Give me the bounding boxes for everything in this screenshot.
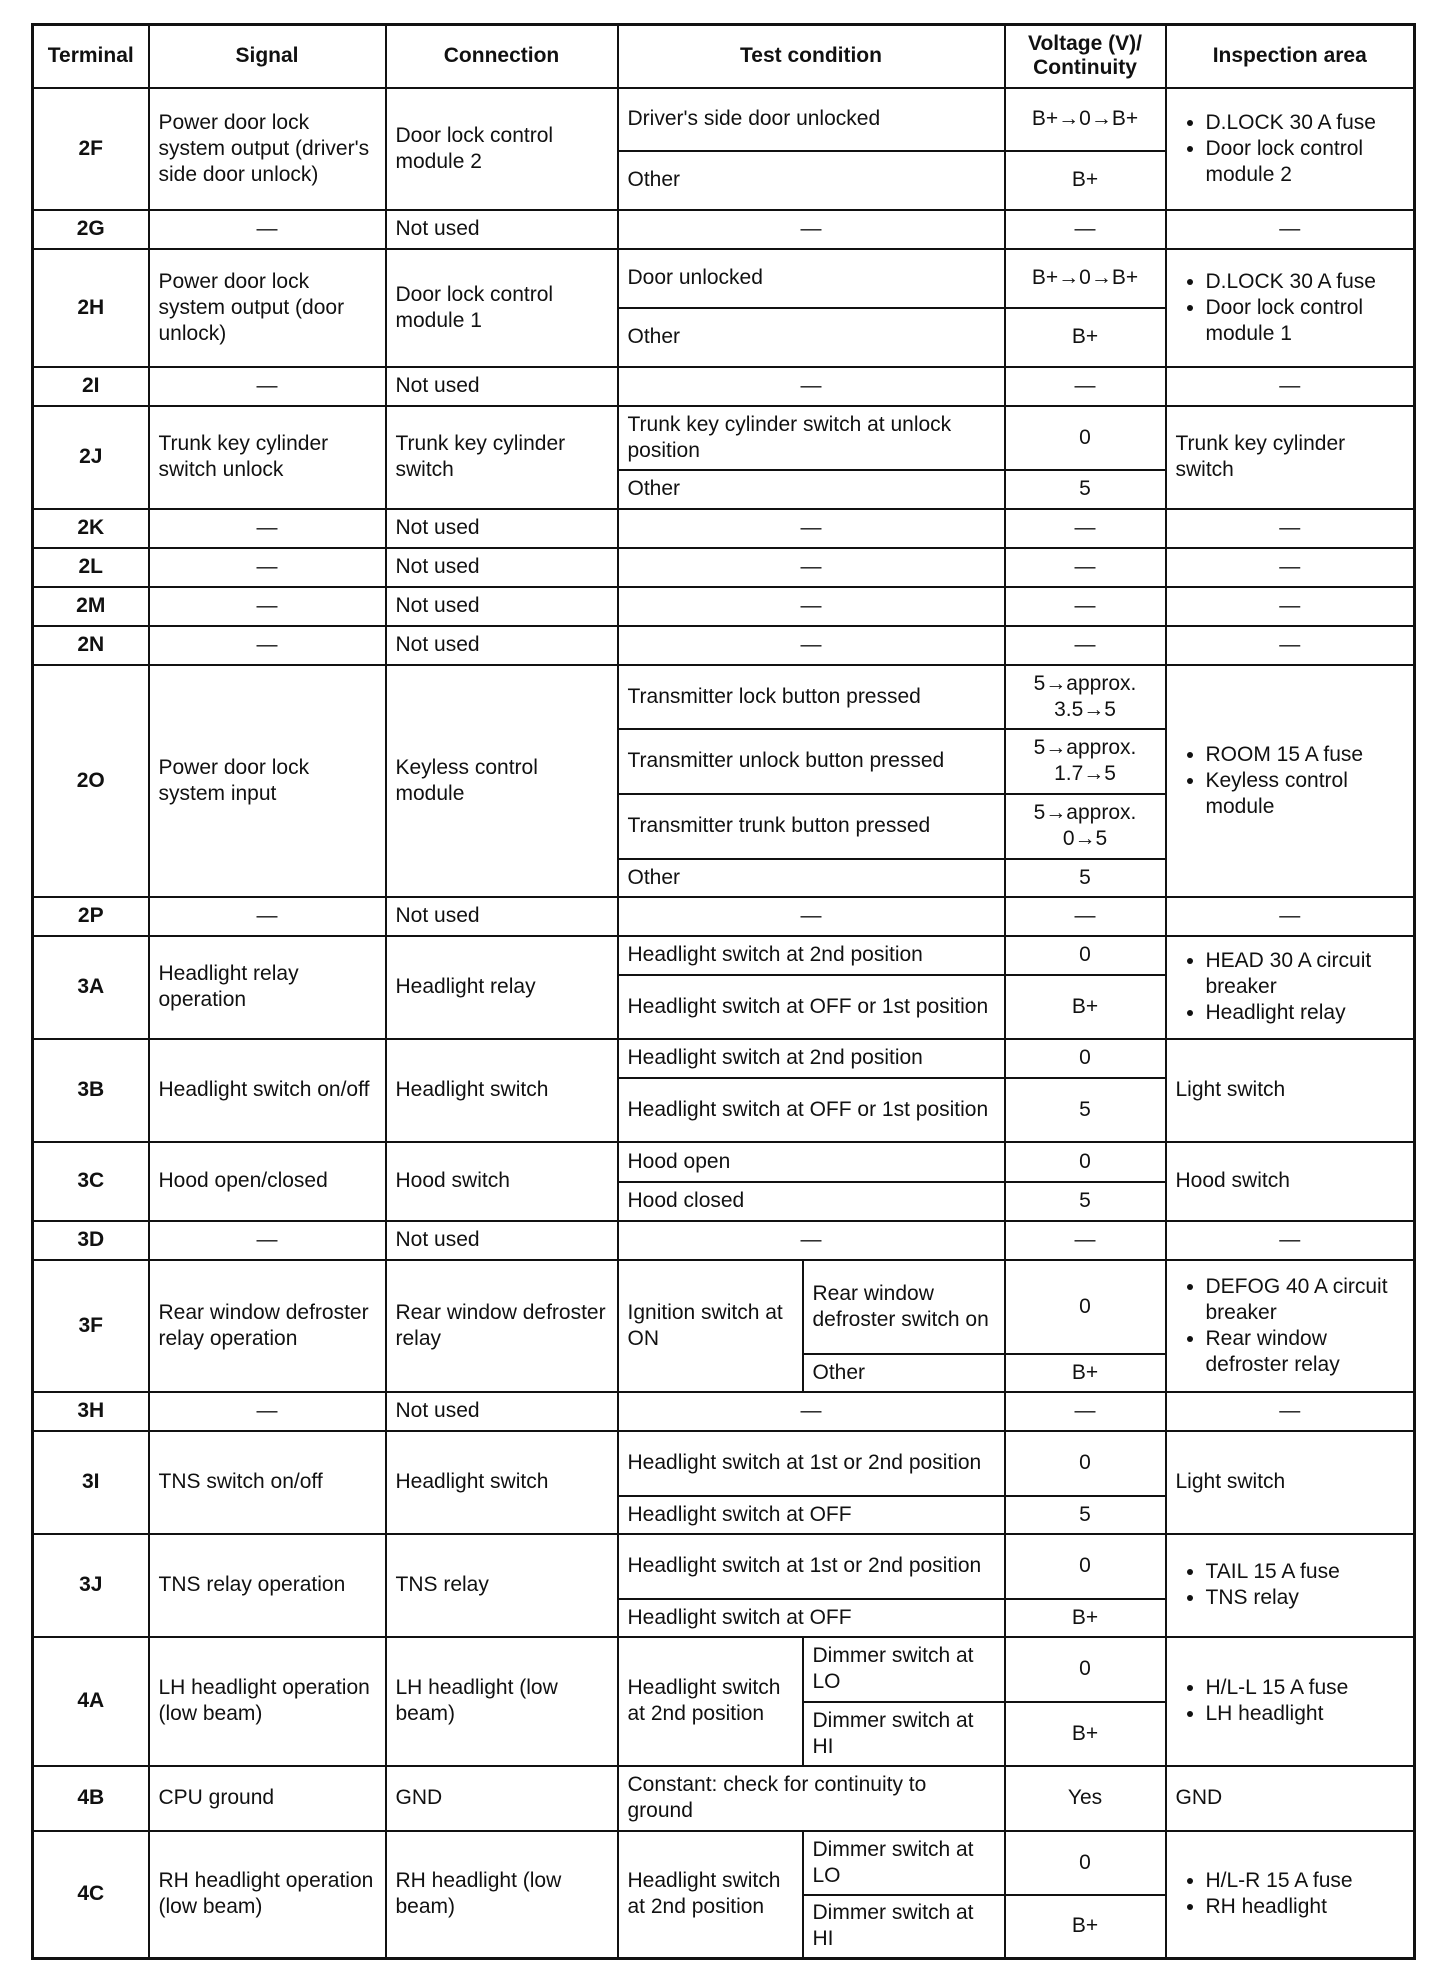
table-row xyxy=(33,1637,1415,1702)
signal-cell: TNS switch on/off xyxy=(149,1431,386,1534)
terminal-cell: 2F xyxy=(33,88,149,210)
inspection-item: • D.LOCK 30 A fuse xyxy=(1206,110,1405,136)
voltage-cell: — xyxy=(1005,1221,1166,1260)
voltage-cell: 5 xyxy=(1005,1182,1166,1221)
voltage-cell: — xyxy=(1005,587,1166,626)
connection-cell: Not used xyxy=(386,1392,618,1431)
terminal-cell: 3F xyxy=(33,1260,149,1392)
inspection-item: • Keyless control module xyxy=(1206,768,1405,820)
inspection-cell: Light switch xyxy=(1166,1039,1415,1142)
inspection-list xyxy=(1176,1868,1405,1920)
voltage-cell: — xyxy=(1005,897,1166,936)
test-condition-cell: — xyxy=(618,1221,1005,1260)
terminal-cell: 4C xyxy=(33,1831,149,1959)
table-row xyxy=(33,1534,1415,1599)
test-condition-cell: — xyxy=(618,548,1005,587)
test-condition-cell: Driver's side door unlocked xyxy=(618,88,1005,151)
signal-cell: — xyxy=(149,897,386,936)
voltage-cell: 5 xyxy=(1005,1496,1166,1534)
terminal-cell: 2I xyxy=(33,367,149,406)
inspection-cell: — xyxy=(1166,1392,1415,1431)
inspection-list xyxy=(1176,948,1405,1026)
table-row xyxy=(33,249,1415,308)
table-row xyxy=(33,665,1415,729)
inspection-cell xyxy=(1166,1534,1415,1637)
test-condition-cell: Door unlocked xyxy=(618,249,1005,308)
terminal-cell: 2M xyxy=(33,587,149,626)
voltage-cell: B+ xyxy=(1005,1702,1166,1766)
test-condition-cell: — xyxy=(618,367,1005,406)
test-condition-cell: — xyxy=(618,210,1005,249)
connection-cell: Not used xyxy=(386,1221,618,1260)
connection-cell: Not used xyxy=(386,897,618,936)
connection-cell: Headlight switch xyxy=(386,1431,618,1534)
inspection-cell xyxy=(1166,249,1415,367)
test-condition-cell: Other xyxy=(618,470,1005,509)
test-condition-cell: Headlight switch at 2nd position xyxy=(618,1039,1005,1078)
voltage-cell: B+ xyxy=(1005,1895,1166,1959)
voltage-cell: 0 xyxy=(1005,936,1166,975)
voltage-cell: B+ xyxy=(1005,308,1166,367)
voltage-cell: 0 xyxy=(1005,1039,1166,1078)
table-row xyxy=(33,1431,1415,1496)
signal-cell: — xyxy=(149,210,386,249)
test-condition-cell: Transmitter lock button pressed xyxy=(618,665,1005,729)
table-row xyxy=(33,367,1415,406)
voltage-cell: 5→approx. 1.7→5 xyxy=(1005,729,1166,794)
voltage-cell: — xyxy=(1005,626,1166,665)
terminal-cell: 3H xyxy=(33,1392,149,1431)
inspection-item: • Door lock control module 2 xyxy=(1206,136,1405,188)
header-voltage: Voltage (V)/ Continuity xyxy=(1005,25,1166,88)
signal-cell: Power door lock system output (driver's side door unlock) xyxy=(149,88,386,210)
inspection-item: • H/L-R 15 A fuse xyxy=(1206,1868,1405,1894)
connection-cell: Not used xyxy=(386,509,618,548)
voltage-cell: 5 xyxy=(1005,470,1166,509)
inspection-item: • Headlight relay xyxy=(1206,1000,1405,1026)
inspection-list xyxy=(1176,1274,1405,1378)
test-condition-cell: — xyxy=(618,587,1005,626)
header-row xyxy=(33,25,1415,88)
inspection-list xyxy=(1176,1675,1405,1727)
test-condition-cell: Other xyxy=(618,151,1005,210)
inspection-cell: Hood switch xyxy=(1166,1142,1415,1221)
signal-cell: — xyxy=(149,626,386,665)
test-condition-cell: — xyxy=(618,897,1005,936)
table-row xyxy=(33,548,1415,587)
voltage-cell: B+ xyxy=(1005,1599,1166,1637)
inspection-cell: — xyxy=(1166,548,1415,587)
connection-cell: Not used xyxy=(386,367,618,406)
connection-cell: LH headlight (low beam) xyxy=(386,1637,618,1766)
table-row xyxy=(33,587,1415,626)
condition-group-cell: Headlight switch at 2nd position xyxy=(618,1831,803,1959)
inspection-cell xyxy=(1166,665,1415,897)
test-condition-cell: Headlight switch at 1st or 2nd position xyxy=(618,1534,1005,1599)
terminal-cell: 2G xyxy=(33,210,149,249)
signal-cell: Trunk key cylinder switch unlock xyxy=(149,406,386,509)
header-inspection-area: Inspection area xyxy=(1166,25,1415,88)
connection-cell: TNS relay xyxy=(386,1534,618,1637)
voltage-cell: 0 xyxy=(1005,1534,1166,1599)
test-condition-cell: Dimmer switch at HI xyxy=(803,1895,1005,1959)
test-condition-cell: Headlight switch at OFF xyxy=(618,1599,1005,1637)
voltage-cell: — xyxy=(1005,1392,1166,1431)
inspection-item: • Rear window defroster relay xyxy=(1206,1326,1405,1378)
voltage-cell: — xyxy=(1005,367,1166,406)
terminal-cell: 2K xyxy=(33,509,149,548)
voltage-cell: B+ xyxy=(1005,975,1166,1039)
table-row xyxy=(33,897,1415,936)
inspection-cell: — xyxy=(1166,367,1415,406)
inspection-item: • RH headlight xyxy=(1206,1894,1405,1920)
inspection-cell: — xyxy=(1166,626,1415,665)
voltage-cell: Yes xyxy=(1005,1766,1166,1831)
header-test-condition: Test condition xyxy=(618,25,1005,88)
table-row xyxy=(33,210,1415,249)
inspection-cell: — xyxy=(1166,897,1415,936)
terminal-cell: 4A xyxy=(33,1637,149,1766)
terminal-cell: 2L xyxy=(33,548,149,587)
connection-cell: Not used xyxy=(386,548,618,587)
inspection-cell xyxy=(1166,1260,1415,1392)
signal-cell: Power door lock system input xyxy=(149,665,386,897)
signal-cell: Headlight relay operation xyxy=(149,936,386,1039)
inspection-item: • TNS relay xyxy=(1206,1585,1405,1611)
signal-cell: — xyxy=(149,1221,386,1260)
inspection-item: • HEAD 30 A circuit breaker xyxy=(1206,948,1405,1000)
connection-cell: RH headlight (low beam) xyxy=(386,1831,618,1959)
inspection-item: • TAIL 15 A fuse xyxy=(1206,1559,1405,1585)
test-condition-cell: Other xyxy=(618,859,1005,897)
signal-cell: LH headlight operation (low beam) xyxy=(149,1637,386,1766)
condition-group-cell: Headlight switch at 2nd position xyxy=(618,1637,803,1766)
signal-cell: Rear window defroster relay operation xyxy=(149,1260,386,1392)
signal-cell: — xyxy=(149,1392,386,1431)
terminal-cell: 3D xyxy=(33,1221,149,1260)
voltage-cell: 5→approx. 3.5→5 xyxy=(1005,665,1166,729)
voltage-cell: 0 xyxy=(1005,1637,1166,1702)
connection-cell: Headlight relay xyxy=(386,936,618,1039)
voltage-cell: — xyxy=(1005,548,1166,587)
inspection-cell: — xyxy=(1166,587,1415,626)
test-condition-cell: Rear window defroster switch on xyxy=(803,1260,1005,1354)
test-condition-cell: Other xyxy=(803,1354,1005,1392)
connection-cell: Trunk key cylinder switch xyxy=(386,406,618,509)
table-row xyxy=(33,936,1415,975)
connection-cell: Door lock control module 1 xyxy=(386,249,618,367)
inspection-item: • D.LOCK 30 A fuse xyxy=(1206,269,1405,295)
inspection-list xyxy=(1176,1559,1405,1611)
table-row xyxy=(33,88,1415,151)
connection-cell: Headlight switch xyxy=(386,1039,618,1142)
table-row xyxy=(33,1221,1415,1260)
terminal-cell: 2N xyxy=(33,626,149,665)
voltage-cell: B+ xyxy=(1005,1354,1166,1392)
test-condition-cell: Headlight switch at OFF or 1st position xyxy=(618,1078,1005,1142)
test-condition-cell: Dimmer switch at HI xyxy=(803,1702,1005,1766)
terminal-cell: 2H xyxy=(33,249,149,367)
table-row xyxy=(33,1392,1415,1431)
table-row xyxy=(33,1260,1415,1354)
inspection-cell: Trunk key cylinder switch xyxy=(1166,406,1415,509)
connection-cell: Keyless control module xyxy=(386,665,618,897)
terminal-cell: 3B xyxy=(33,1039,149,1142)
inspection-cell xyxy=(1166,1637,1415,1766)
connection-cell: GND xyxy=(386,1766,618,1831)
signal-cell: Power door lock system output (door unlock) xyxy=(149,249,386,367)
test-condition-cell: Constant: check for continuity to ground xyxy=(618,1766,1005,1831)
signal-cell: — xyxy=(149,587,386,626)
inspection-cell: Light switch xyxy=(1166,1431,1415,1534)
test-condition-cell: Hood open xyxy=(618,1142,1005,1182)
voltage-cell: 0 xyxy=(1005,1142,1166,1182)
test-condition-cell: Trunk key cylinder switch at unlock position xyxy=(618,406,1005,470)
inspection-item: • DEFOG 40 A circuit breaker xyxy=(1206,1274,1405,1326)
table-row xyxy=(33,406,1415,470)
header-terminal: Terminal xyxy=(33,25,149,88)
connection-cell: Not used xyxy=(386,210,618,249)
inspection-item: • LH headlight xyxy=(1206,1701,1405,1727)
inspection-cell xyxy=(1166,88,1415,210)
signal-cell: Hood open/closed xyxy=(149,1142,386,1221)
voltage-cell: B+→0→B+ xyxy=(1005,249,1166,308)
test-condition-cell: Headlight switch at OFF xyxy=(618,1496,1005,1534)
terminal-cell: 2J xyxy=(33,406,149,509)
voltage-cell: 5 xyxy=(1005,859,1166,897)
connection-cell: Rear window defroster relay xyxy=(386,1260,618,1392)
inspection-cell: — xyxy=(1166,509,1415,548)
inspection-cell xyxy=(1166,1831,1415,1959)
test-condition-cell: Transmitter trunk button pressed xyxy=(618,794,1005,859)
terminal-inspection-table xyxy=(31,23,1416,1960)
signal-cell: TNS relay operation xyxy=(149,1534,386,1637)
connection-cell: Hood switch xyxy=(386,1142,618,1221)
test-condition-cell: Dimmer switch at LO xyxy=(803,1831,1005,1895)
inspection-cell xyxy=(1166,936,1415,1039)
table-row xyxy=(33,509,1415,548)
voltage-cell: B+ xyxy=(1005,151,1166,210)
voltage-cell: 0 xyxy=(1005,1260,1166,1354)
voltage-cell: 0 xyxy=(1005,406,1166,470)
connection-cell: Not used xyxy=(386,587,618,626)
inspection-list xyxy=(1176,742,1405,820)
test-condition-cell: Transmitter unlock button pressed xyxy=(618,729,1005,794)
signal-cell: Headlight switch on/off xyxy=(149,1039,386,1142)
voltage-cell: — xyxy=(1005,509,1166,548)
test-condition-cell: Dimmer switch at LO xyxy=(803,1637,1005,1702)
table-row xyxy=(33,1766,1415,1831)
inspection-item: • ROOM 15 A fuse xyxy=(1206,742,1405,768)
signal-cell: CPU ground xyxy=(149,1766,386,1831)
table-row xyxy=(33,1831,1415,1895)
table-row xyxy=(33,626,1415,665)
header-connection: Connection xyxy=(386,25,618,88)
table-row xyxy=(33,1142,1415,1182)
voltage-cell: B+→0→B+ xyxy=(1005,88,1166,151)
terminal-cell: 3A xyxy=(33,936,149,1039)
test-condition-cell: Headlight switch at 2nd position xyxy=(618,936,1005,975)
terminal-cell: 2O xyxy=(33,665,149,897)
condition-group-cell: Ignition switch at ON xyxy=(618,1260,803,1392)
terminal-cell: 2P xyxy=(33,897,149,936)
inspection-cell: — xyxy=(1166,210,1415,249)
signal-cell: — xyxy=(149,548,386,587)
terminal-cell: 3I xyxy=(33,1431,149,1534)
voltage-cell: 5→approx. 0→5 xyxy=(1005,794,1166,859)
signal-cell: — xyxy=(149,509,386,548)
voltage-cell: 0 xyxy=(1005,1431,1166,1496)
inspection-list xyxy=(1176,110,1405,188)
voltage-cell: 5 xyxy=(1005,1078,1166,1142)
test-condition-cell: Headlight switch at 1st or 2nd position xyxy=(618,1431,1005,1496)
header-signal: Signal xyxy=(149,25,386,88)
inspection-cell: — xyxy=(1166,1221,1415,1260)
test-condition-cell: — xyxy=(618,509,1005,548)
inspection-item: • H/L-L 15 A fuse xyxy=(1206,1675,1405,1701)
table-row xyxy=(33,1039,1415,1078)
voltage-cell: 0 xyxy=(1005,1831,1166,1895)
test-condition-cell: Headlight switch at OFF or 1st position xyxy=(618,975,1005,1039)
inspection-item: • Door lock control module 1 xyxy=(1206,295,1405,347)
connection-cell: Door lock control module 2 xyxy=(386,88,618,210)
signal-cell: — xyxy=(149,367,386,406)
terminal-cell: 3C xyxy=(33,1142,149,1221)
signal-cell: RH headlight operation (low beam) xyxy=(149,1831,386,1959)
inspection-list xyxy=(1176,269,1405,347)
test-condition-cell: — xyxy=(618,1392,1005,1431)
test-condition-cell: Hood closed xyxy=(618,1182,1005,1221)
test-condition-cell: — xyxy=(618,626,1005,665)
inspection-cell: GND xyxy=(1166,1766,1415,1831)
connection-cell: Not used xyxy=(386,626,618,665)
terminal-cell: 4B xyxy=(33,1766,149,1831)
test-condition-cell: Other xyxy=(618,308,1005,367)
voltage-cell: — xyxy=(1005,210,1166,249)
terminal-cell: 3J xyxy=(33,1534,149,1637)
